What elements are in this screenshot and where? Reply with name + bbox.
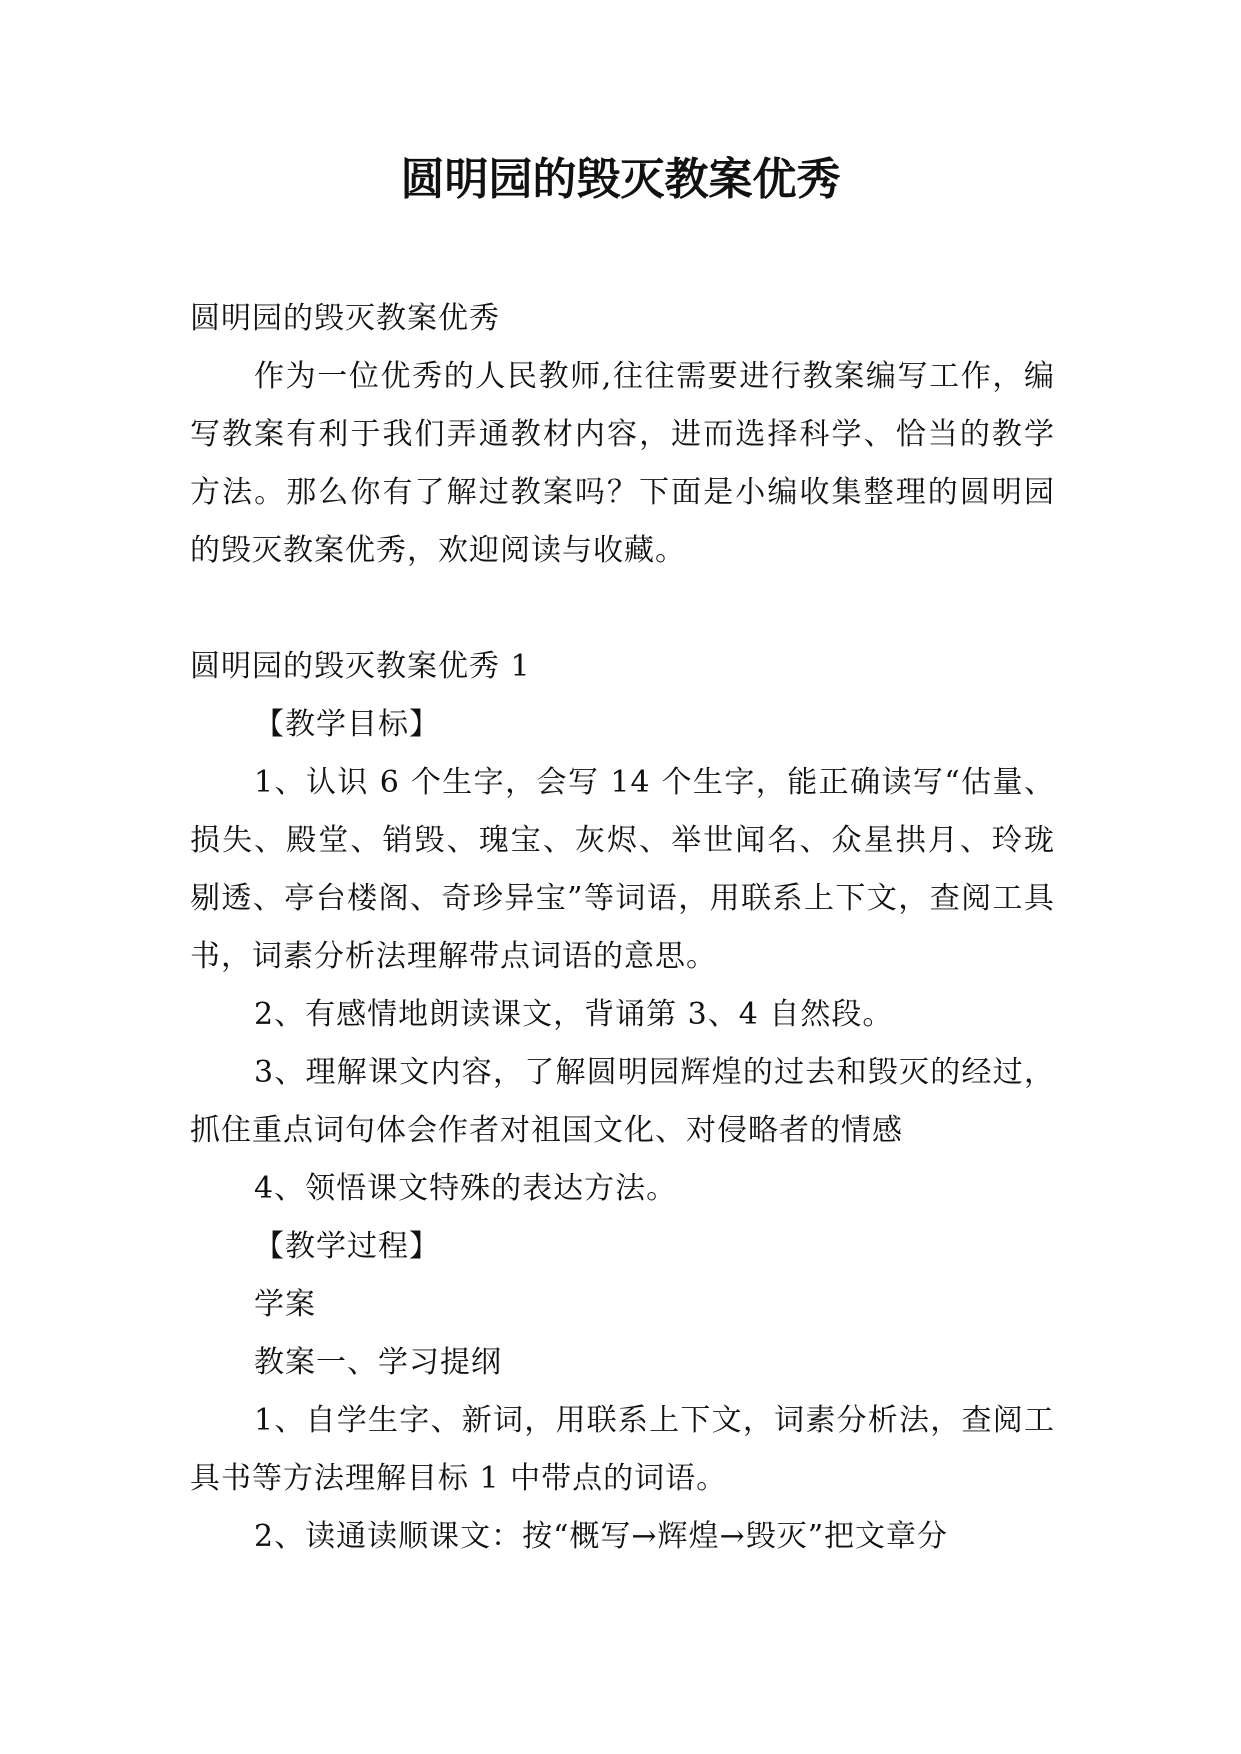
plan1-item-2: 2、读通读顺课文：按“概写→辉煌→毁灭”把文章分 xyxy=(254,1519,949,1554)
teaching-goals-heading: 【教学目标】 xyxy=(254,707,440,742)
document-body xyxy=(190,290,1055,1566)
goal-item-3: 3、理解课文内容，了解圆明园辉煌的过去和毁灭的经过，抓住重点词句体会作者对祖国文化、对侵略者的情感 xyxy=(190,1055,1055,1148)
goal-item-2: 2、有感情地朗读课文，背诵第 3、4 自然段。 xyxy=(254,997,894,1032)
intro-heading: 圆明园的毁灭教案优秀 xyxy=(190,301,500,336)
paragraph-spacer xyxy=(190,580,1055,638)
plan1-item-1: 1、自学生字、新词，用联系上下文，词素分析法，查阅工具书等方法理解目标 1 中带点的词语。 xyxy=(190,1403,1055,1496)
teaching-process-heading: 【教学过程】 xyxy=(254,1229,440,1264)
xuean-label: 学案 xyxy=(254,1287,316,1322)
intro-paragraph: 作为一位优秀的人民教师,往往需要进行教案编写工作，编写教案有利于我们弄通教材内容，进而选择科学、恰当的教学方法。那么你有了解过教案吗？下面是小编收集整理的圆明园的毁灭教案优秀，欢迎阅读与收藏。 xyxy=(190,359,1055,568)
goal-item-4: 4、领悟课文特殊的表达方法。 xyxy=(254,1171,678,1206)
section1-heading: 圆明园的毁灭教案优秀 1 xyxy=(190,649,531,684)
document-title: 圆明园的毁灭教案优秀 xyxy=(400,154,841,205)
goal-item-1: 1、认识 6 个生字，会写 14 个生字，能正确读写“估量、损失、殿堂、销毁、瑰宝、灰烬、举世闻名、众星拱月、玲珑剔透、亭台楼阁、奇珍异宝”等词语，用联系上下文，查阅工具书，词素分析法理解带点词语的意思。 xyxy=(190,765,1055,974)
plan1-heading: 教案一、学习提纲 xyxy=(254,1345,502,1380)
